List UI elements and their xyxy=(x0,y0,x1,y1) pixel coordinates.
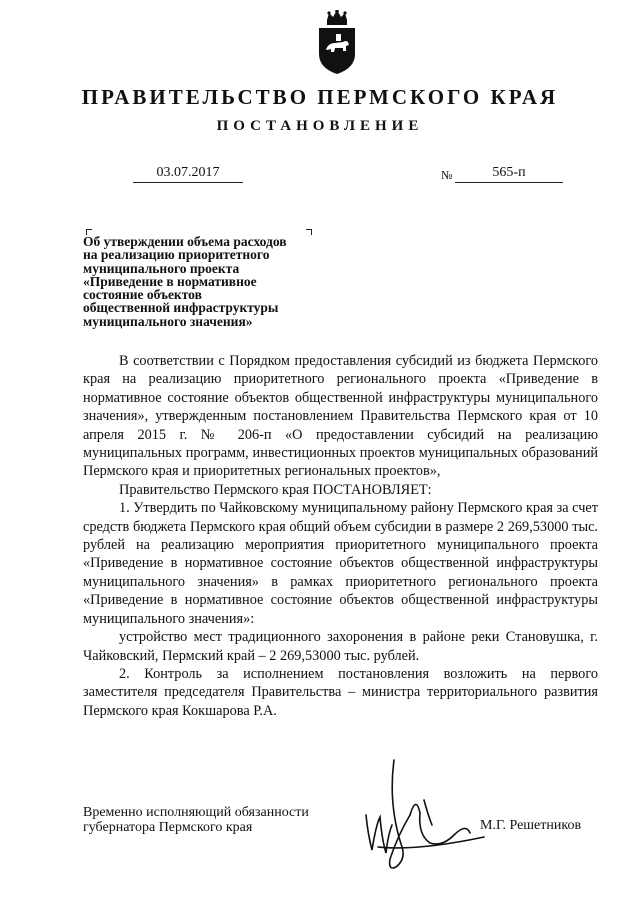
document-subject xyxy=(83,235,323,328)
organization-name: ПРАВИТЕЛЬСТВО ПЕРМСКОГО КРАЯ xyxy=(81,85,559,109)
subject-line: на реализацию приоритетного xyxy=(83,247,270,263)
number-sign: № xyxy=(441,168,453,182)
body-paragraph: 2. Контроль за исполнением постановления возложить на первого заместителя председателя Правительства – министра территориального развития Пермского края Кокшарова Р.А. xyxy=(83,665,598,719)
subject-line: «Приведение в нормативное xyxy=(83,273,257,289)
body-paragraph: 1. Утвердить по Чайковскому муниципальному району Пермского края за счет средств бюджета Пермского края общий объем субсидии в размере 2 269,53000 тыс. рублей на реализацию мероприятия приоритетного муниципального проекта «Приведение в нормативное состояние объектов общественной инфраструктуры муниципального значения» в рамках приоритетного регионального проекта «Приведение в нормативное состояние объектов общественной инфраструктуры муниципального значения»: xyxy=(83,500,598,627)
signatory-title-line: губернатора Пермского края xyxy=(83,819,253,835)
signatory-name: М.Г. Решетников xyxy=(480,818,582,833)
signatory-title-line: Временно исполняющий обязанности xyxy=(83,805,309,820)
subject-line: общественной инфраструктуры xyxy=(83,300,279,316)
body-paragraph: В соответствии с Порядком предоставления субсидий из бюджета Пермского края на реализацию приоритетного регионального проекта «Приведение в нормативное состояние объектов общественной инфраструктуры муниципального значения», утвержденным постановлением Правительства Пермского края от 10 апреля 2015 г. № 206-п «О предоставлении субсидий на реализацию муниципальных программ, инвестиционных проектов муниципальных образований Пермского края и приоритетных региональных проектов», xyxy=(83,353,598,480)
signatory-title xyxy=(83,806,309,835)
document-body xyxy=(83,352,598,720)
handwritten-signature xyxy=(358,755,488,875)
document-number: 565-п xyxy=(455,165,563,183)
subject-line: муниципального проекта xyxy=(83,260,240,276)
subject-line: муниципального значения» xyxy=(83,313,253,329)
perm-krai-coat-of-arms-icon xyxy=(315,10,359,76)
document-type: ПОСТАНОВЛЕНИЕ xyxy=(216,118,424,134)
subject-line: состояние объектов xyxy=(83,287,202,303)
subject-line: Об утверждении объема расходов xyxy=(83,234,287,249)
body-paragraph: устройство мест традиционного захоронения в районе реки Становушка, г. Чайковский, Пермский край – 2 269,53000 тыс. рублей. xyxy=(83,629,598,664)
body-paragraph: Правительство Пермского края ПОСТАНОВЛЯЕТ: xyxy=(119,481,432,498)
document-date: 03.07.2017 xyxy=(133,165,243,183)
